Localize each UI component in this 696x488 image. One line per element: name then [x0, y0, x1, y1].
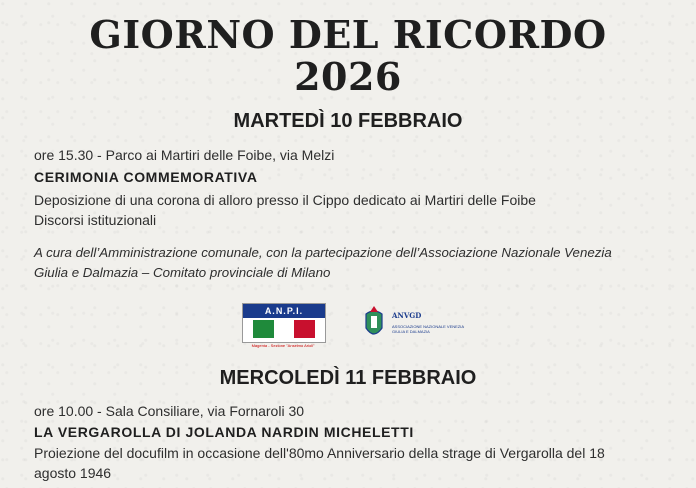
day2-time-place: ore 10.00 - Sala Consiliare, via Fornaroli 30	[34, 403, 305, 419]
day1-organizer-2: Giulia e Dalmazia – Comitato provinciale di Milano	[34, 265, 331, 280]
anpi-logo-subtitle: Magenta - Sezione "Anselmo Arioli"	[251, 343, 315, 348]
day2-description-1: Proiezione del docufilm in occasione dell'80mo Anniversario della strage di Vergarolla del 18	[34, 445, 605, 461]
anpi-logo	[242, 303, 326, 343]
anvgd-logo-subtitle: ASSOCIAZIONE NAZIONALE VENEZIA GIULIA E DALMAZIA	[392, 324, 464, 334]
day1-description-2: Discorsi istituzionali	[34, 212, 157, 228]
anpi-logo-text: A.N.P.I.	[243, 304, 325, 318]
italian-flag-icon	[253, 320, 315, 338]
anvgd-shield-icon	[362, 306, 386, 342]
day2-heading: MERCOLEDÌ 11 FEBBRAIO	[219, 367, 477, 389]
day2-event-title: LA VERGAROLLA DI JOLANDA NARDIN MICHELETTI	[34, 424, 414, 440]
anvgd-logo-text: ANVGD	[392, 311, 422, 320]
day2-description-2: agosto 1946	[34, 465, 112, 481]
page-title-year: 2026	[294, 54, 402, 99]
day1-organizer-1: A cura dell’Amministrazione comunale, con la partecipazione dell’Associazione Nazionale Venezia	[34, 245, 612, 260]
page-title-line1: GIORNO DEL RICORDO	[89, 12, 607, 57]
day1-event-title: CERIMONIA COMMEMORATIVA	[34, 169, 258, 185]
day1-heading: MARTEDÌ 10 FEBBRAIO	[233, 110, 463, 132]
day1-description-1: Deposizione di una corona di alloro presso il Cippo dedicato ai Martiri delle Foibe	[34, 192, 536, 208]
day1-time-place: ore 15.30 - Parco ai Martiri delle Foibe, via Melzi	[34, 147, 335, 163]
